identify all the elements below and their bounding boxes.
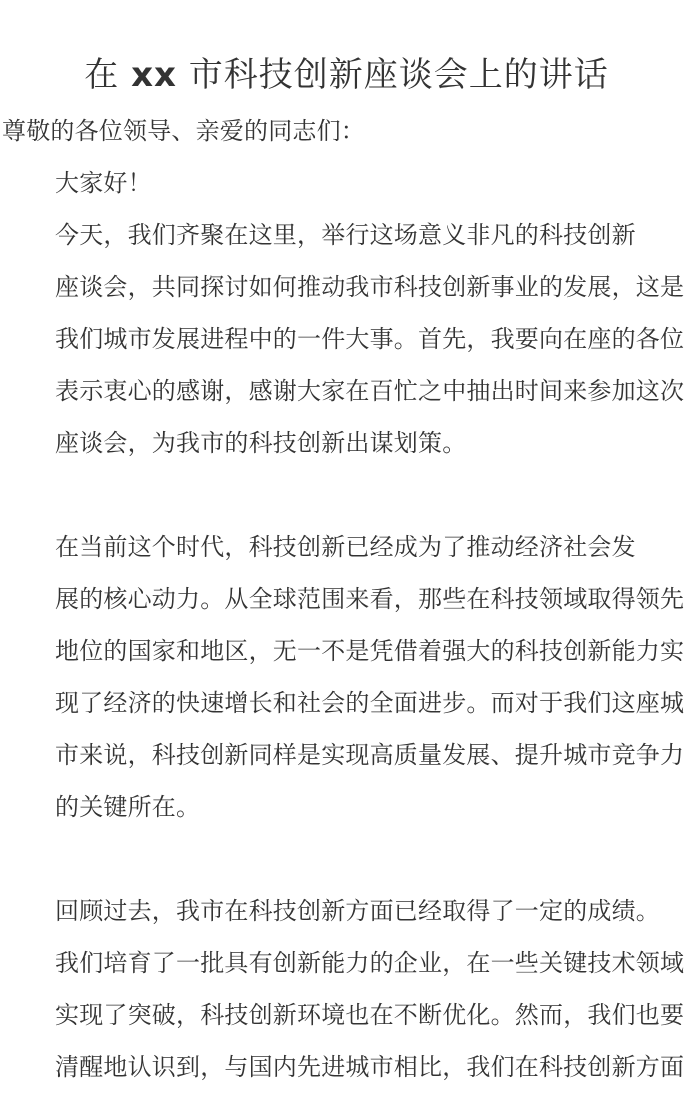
paragraph-line: 座谈会，共同探讨如何推动我市科技创新事业的发展，这是	[55, 273, 685, 301]
salutation: 尊敬的各位领导、亲爱的同志们：	[2, 117, 365, 145]
paragraph-line: 回顾过去，我市在科技创新方面已经取得了一定的成绩。	[55, 897, 660, 925]
paragraph-2	[2, 521, 685, 833]
paragraph-1	[2, 209, 685, 469]
paragraph-line: 我们城市发展进程中的一件大事。首先，我要向在座的各位	[55, 325, 685, 353]
paragraph-line: 地位的国家和地区，无一不是凭借着强大的科技创新能力实	[55, 637, 685, 665]
paragraph-line: 座谈会，为我市的科技创新出谋划策。	[55, 429, 467, 457]
paragraph-line: 在当前这个时代，科技创新已经成为了推动经济社会发	[55, 533, 636, 561]
paragraph-line: 的关键所在。	[55, 793, 201, 821]
greeting: 大家好！	[55, 169, 152, 197]
paragraph-line: 清醒地认识到，与国内先进城市相比，我们在科技创新方面	[55, 1053, 685, 1081]
speech-title	[0, 51, 693, 99]
paragraph-line: 现了经济的快速增长和社会的全面进步。而对于我们这座城	[55, 689, 685, 717]
paragraph-line: 市来说，科技创新同样是实现高质量发展、提升城市竞争力	[55, 741, 685, 769]
paragraph-3	[2, 885, 685, 1093]
title-prefix: 在	[84, 54, 120, 95]
title-suffix: 市科技创新座谈会上的讲话	[188, 54, 609, 95]
title-city: xx	[131, 54, 177, 95]
paragraph-line: 今天，我们齐聚在这里，举行这场意义非凡的科技创新	[55, 221, 636, 249]
paragraph-line: 实现了突破，科技创新环境也在不断优化。然而，我们也要	[55, 1001, 685, 1029]
paragraph-line: 我们培育了一批具有创新能力的企业，在一些关键技术领域	[55, 949, 685, 977]
paragraph-line: 展的核心动力。从全球范围来看，那些在科技领域取得领先	[55, 585, 685, 613]
paragraph-line: 表示衷心的感谢，感谢大家在百忙之中抽出时间来参加这次	[55, 377, 685, 405]
